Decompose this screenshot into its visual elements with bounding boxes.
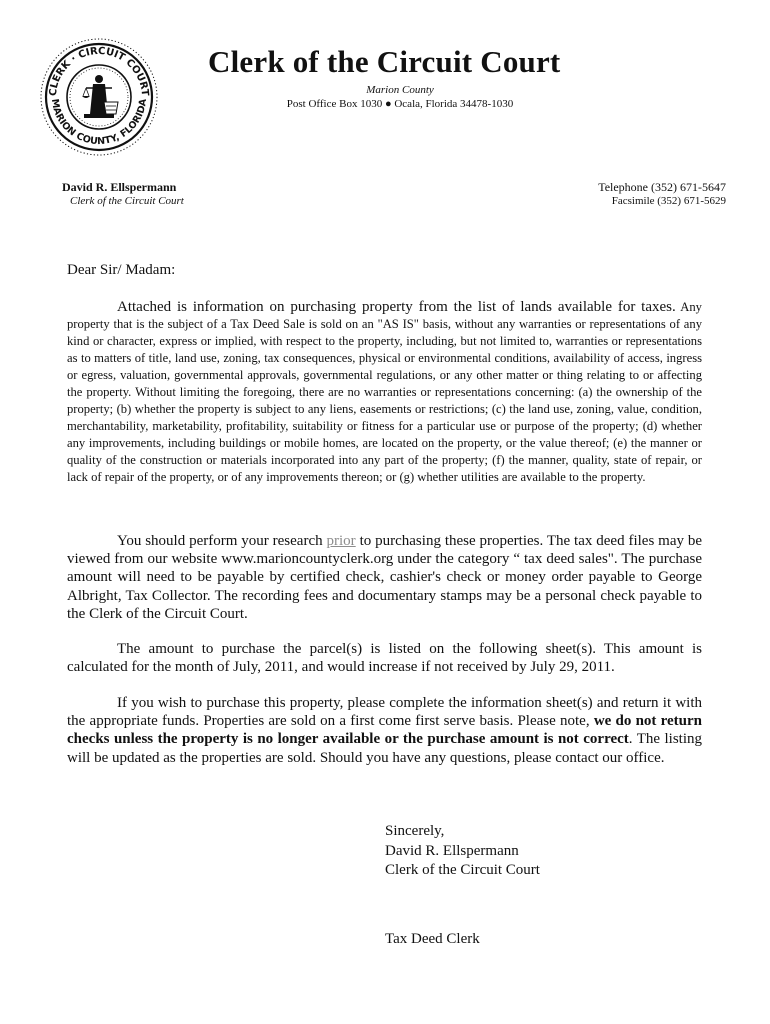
svg-text:CLERK · CIRCUIT COURT: CLERK · CIRCUIT COURT — [47, 45, 151, 97]
paragraph-bold-notice: we do not return checks unless the property is no longer available or the purchase amount is not correct — [67, 713, 703, 748]
paragraph-lead: Attached is information on purchasing property from the list of lands available for taxes. — [117, 299, 676, 315]
signature-block — [385, 822, 540, 881]
prior-link[interactable]: prior — [326, 533, 356, 549]
closing-line: Sincerely, — [385, 823, 445, 839]
county-name: Marion County — [366, 84, 434, 96]
signer-name: David R. Ellspermann — [385, 842, 519, 859]
clerk-role: Clerk of the Circuit Court — [70, 195, 184, 207]
tax-deed-clerk: Tax Deed Clerk — [385, 931, 480, 947]
paragraph-text: You should perform your research — [117, 533, 323, 549]
paragraph-text: to purchasing these properties. The tax deed files may be viewed from our website www.marioncountyclerk.org under the category “ tax deed sales". The purchase amount will need to be payable by certified check, cashier's check or money order payable to George Albright, Tax Collector. The recording fees and documentary stamps may be a personal check payable to the Clerk of the Circuit Court. — [67, 533, 703, 622]
paragraph-research — [67, 532, 702, 623]
paragraph-purchase — [67, 694, 702, 767]
telephone-number: Telephone (352) 671-5647 — [598, 180, 726, 194]
county-seal-logo — [38, 36, 160, 158]
facsimile-number: Facsimile (352) 671-5629 — [611, 195, 726, 207]
paragraph-as-is-disclaimer — [67, 299, 702, 486]
office-address: Post Office Box 1030 ● Ocala, Florida 34478-1030 — [286, 98, 514, 110]
paragraph-body: Any property that is the subject of a Tax Deed Sale is sold on an "AS IS" basis, without any warranties or representations of any kind or character, express or implied, with respect to the property, including, but not limited to, warranties or representations as to matters of title, land use, zoning, tax consequences, physical or environmental conditions, availability of access, ingress or egress, valuation, governmental approvals, governmental regulations, or any other matter or thing relating to or affecting the property. Without limiting the foregoing, there are no warranties or representations concerning: (a) the ownership of the property; (b) whether the property is subject to any liens, easements or restrictions; (c) the land use, zoning, value, condition, merchantability, marketability, profitability, suitability or fitness for a particular use or purpose of the property; (d) whether any improvements, including buildings or mobile homes, are located on the property, or the value thereof; (e) the manner or quality of the construction or materials incorporated into any part of the property; (f) the manner, quality, state of repair, or lack of repair of the property, or of any improvements thereon; or (g) whether utilities are available to the property. — [67, 300, 702, 484]
paragraph-text: . The listing will be updated as the properties are sold. Should you have any questions, please contact our office. — [67, 731, 702, 766]
salutation: Dear Sir/ Madam: — [67, 262, 176, 278]
clerk-name: David R. Ellspermann — [62, 180, 177, 194]
paragraph-text: If you wish to purchase this property, please complete the information sheet(s) and return it with the appropriate funds. Properties are sold on a first come first serve basis. Please note, — [67, 695, 702, 730]
signer-title: Clerk of the Circuit Court — [385, 862, 540, 878]
svg-text:MARION COUNTY, FLORIDA: MARION COUNTY, FLORIDA — [48, 98, 150, 148]
paragraph-amount: The amount to purchase the parcel(s) is listed on the following sheet(s). This amount is calculated for the month of July, 2011, and would increase if not received by July 29, 2011. — [67, 641, 702, 676]
